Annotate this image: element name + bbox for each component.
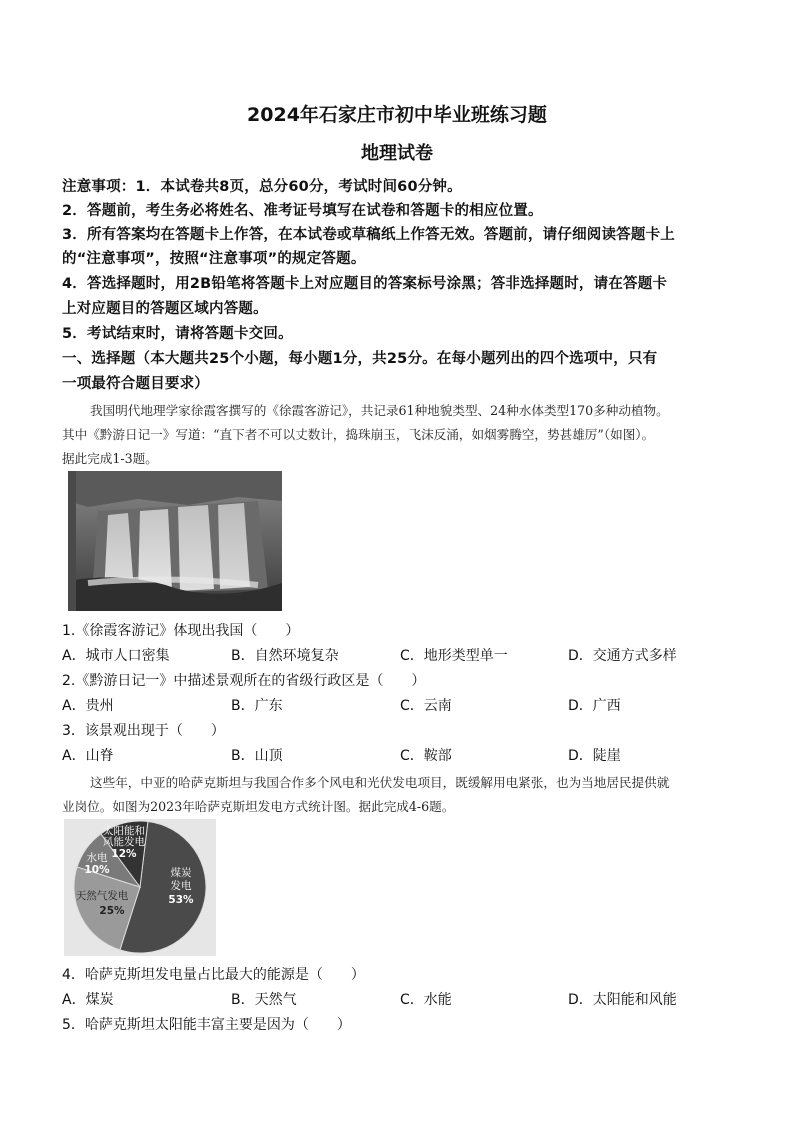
passage-line: 其中《黔游日记一》写道：“直下者不可以丈数计，捣珠崩玉，飞沫反涌，如烟雾腾空，势甚雄厉”（如图）。: [62, 427, 655, 442]
option: B．广东: [231, 698, 283, 714]
note-line: 注意事项：1．本试卷共8页，总分60分，考试时间60分钟。: [62, 179, 462, 195]
page-title: 2024年石家庄市初中毕业班练习题: [247, 104, 547, 126]
option: C．鞍部: [400, 748, 452, 764]
option: D．陡崖: [568, 748, 621, 764]
section-heading: 一、选择题（本大题共25个小题，每小题1分，共25分。在每小题列出的四个选项中，只有: [62, 351, 658, 367]
slice-label-coal-3: 53%: [168, 894, 194, 906]
slice-label-gas-2: 25%: [99, 905, 125, 917]
option: D．交通方式多样: [568, 648, 677, 664]
option: B．天然气: [231, 992, 297, 1008]
power-generation-pie-chart: [64, 819, 216, 956]
option: A．煤炭: [62, 992, 114, 1008]
option: C．地形类型单一: [400, 648, 508, 664]
option: D．广西: [568, 698, 621, 714]
passage-line: 这些年，中亚的哈萨克斯坦与我国合作多个风电和光伏发电项目，既缓解用电紧张，也为当地居民提供就: [90, 775, 670, 790]
note-line: 5．考试结束时，请将答题卡交回。: [62, 326, 293, 342]
option: C．水能: [400, 992, 452, 1008]
section-heading: 一项最符合题目要求）: [62, 376, 209, 392]
option: A．贵州: [62, 698, 114, 714]
question-stem: 1.《徐霞客游记》体现出我国（ ）: [62, 623, 300, 639]
question-stem: 5．哈萨克斯坦太阳能丰富主要是因为（ ）: [62, 1017, 351, 1033]
passage-line: 业岗位。如图为2023年哈萨克斯坦发电方式统计图。据此完成4-6题。: [62, 799, 455, 814]
slice-label-solar-1: 太阳能和: [103, 825, 145, 837]
question-stem: 4．哈萨克斯坦发电量占比最大的能源是（ ）: [62, 967, 365, 983]
waterfall-photo: [68, 471, 282, 611]
note-line: 的“注意事项”，按照“注意事项”的规定答题。: [62, 251, 366, 267]
slice-label-hydro-2: 10%: [84, 864, 110, 876]
note-line: 上对应题目的答题区域内答题。: [62, 301, 268, 317]
passage-line: 我国明代地理学家徐霞客撰写的《徐霞客游记》，共记录61种地貌类型、24种水体类型170多种动植物。: [90, 403, 669, 418]
note-line: 3．所有答案均在答题卡上作答，在本试卷或草稿纸上作答无效。答题前，请仔细阅读答题卡上: [62, 227, 675, 243]
option: B．自然环境复杂: [231, 648, 339, 664]
slice-label-coal-2: 发电: [170, 880, 192, 892]
slice-label-coal-1: 煤炭: [170, 867, 192, 879]
slice-label-solar-2: 风能发电: [103, 836, 145, 848]
slice-label-solar-3: 12%: [111, 848, 137, 860]
question-stem: 3．该景观出现于（ ）: [62, 723, 225, 739]
slice-label-gas-1: 天然气发电: [75, 890, 129, 902]
page-subtitle: 地理试卷: [361, 143, 433, 164]
option: C．云南: [400, 698, 452, 714]
option: A．山脊: [62, 748, 114, 764]
option: B．山顶: [231, 748, 283, 764]
note-line: 4．答选择题时，用2B铅笔将答题卡上对应题目的答案标号涂黑；答非选择题时，请在答题卡: [62, 276, 668, 292]
note-line: 2．答题前，考生务必将姓名、准考证号填写在试卷和答题卡的相应位置。: [62, 203, 543, 219]
passage-line: 据此完成1-3题。: [62, 451, 158, 466]
question-stem: 2.《黔游日记一》中描述景观所在的省级行政区是（ ）: [62, 673, 426, 689]
slice-label-hydro-1: 水电: [86, 852, 108, 864]
option: A．城市人口密集: [62, 648, 170, 664]
option: D．太阳能和风能: [568, 992, 677, 1008]
